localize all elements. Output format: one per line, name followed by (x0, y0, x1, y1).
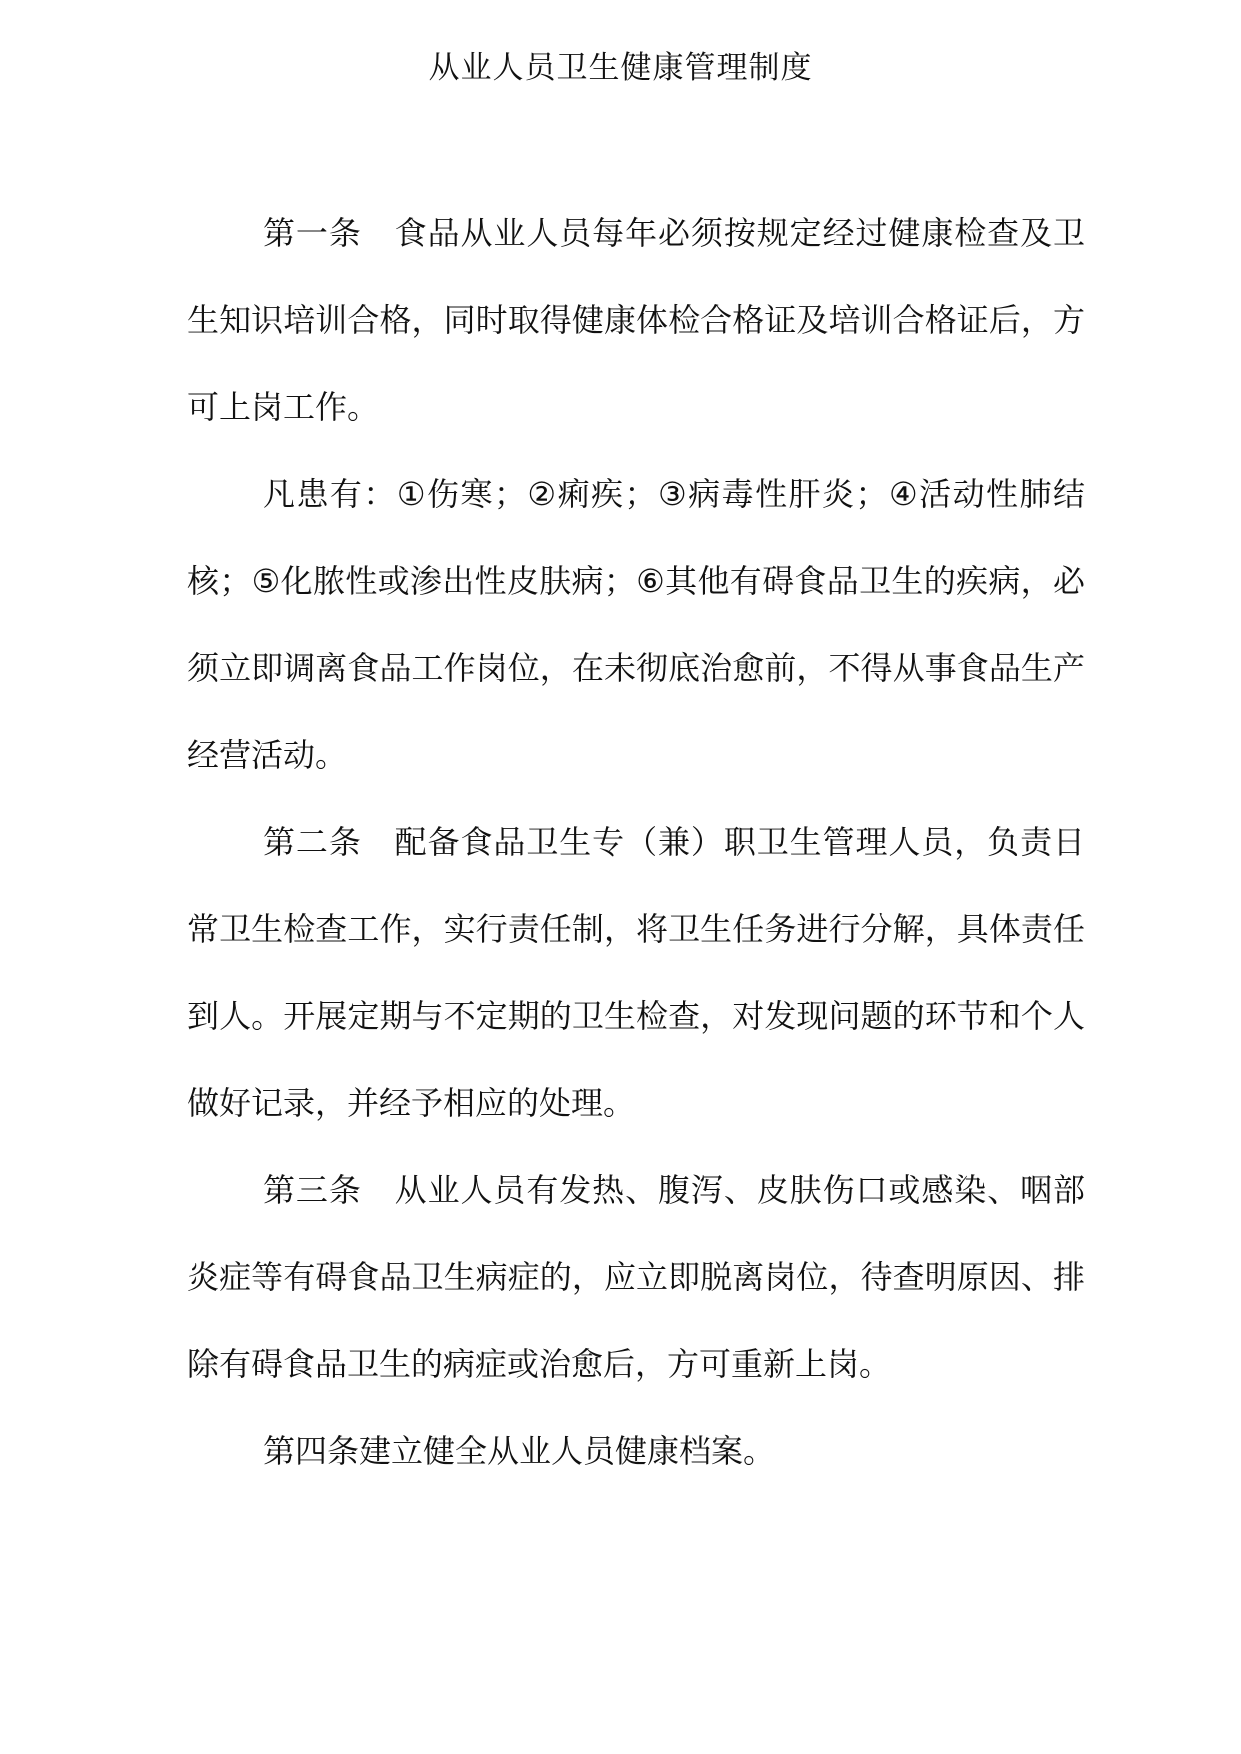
paragraph-article-4: 第四条建立健全从业人员健康档案。 (263, 1432, 776, 1470)
document-title: 从业人员卫生健康管理制度 (428, 50, 813, 86)
paragraph-diseases-list: 凡患有：①伤寒；②痢疾；③病毒性肝炎；④活动性肺结核；⑤化脓性或渗出性皮肤病；⑥其他有碍食品卫生的疾病，必须立即调离食品工作岗位，在未彻底治愈前，不得从事食品生产经营活动。 (187, 475, 1085, 774)
paragraph-article-2: 第二条 配备食品卫生专（兼）职卫生管理人员，负责日常卫生检查工作，实行责任制，将卫生任务进行分解，具体责任到人。开展定期与不定期的卫生检查，对发现问题的环节和个人做好记录，并经予相应的处理。 (187, 823, 1085, 1122)
paragraph-article-1: 第一条 食品从业人员每年必须按规定经过健康检查及卫生知识培训合格，同时取得健康体检合格证及培训合格证后，方可上岗工作。 (187, 214, 1085, 426)
paragraph-article-3: 第三条 从业人员有发热、腹泻、皮肤伤口或感染、咽部炎症等有碍食品卫生病症的，应立即脱离岗位，待查明原因、排除有碍食品卫生的病症或治愈后，方可重新上岗。 (187, 1171, 1085, 1383)
document-body (187, 190, 1085, 1495)
